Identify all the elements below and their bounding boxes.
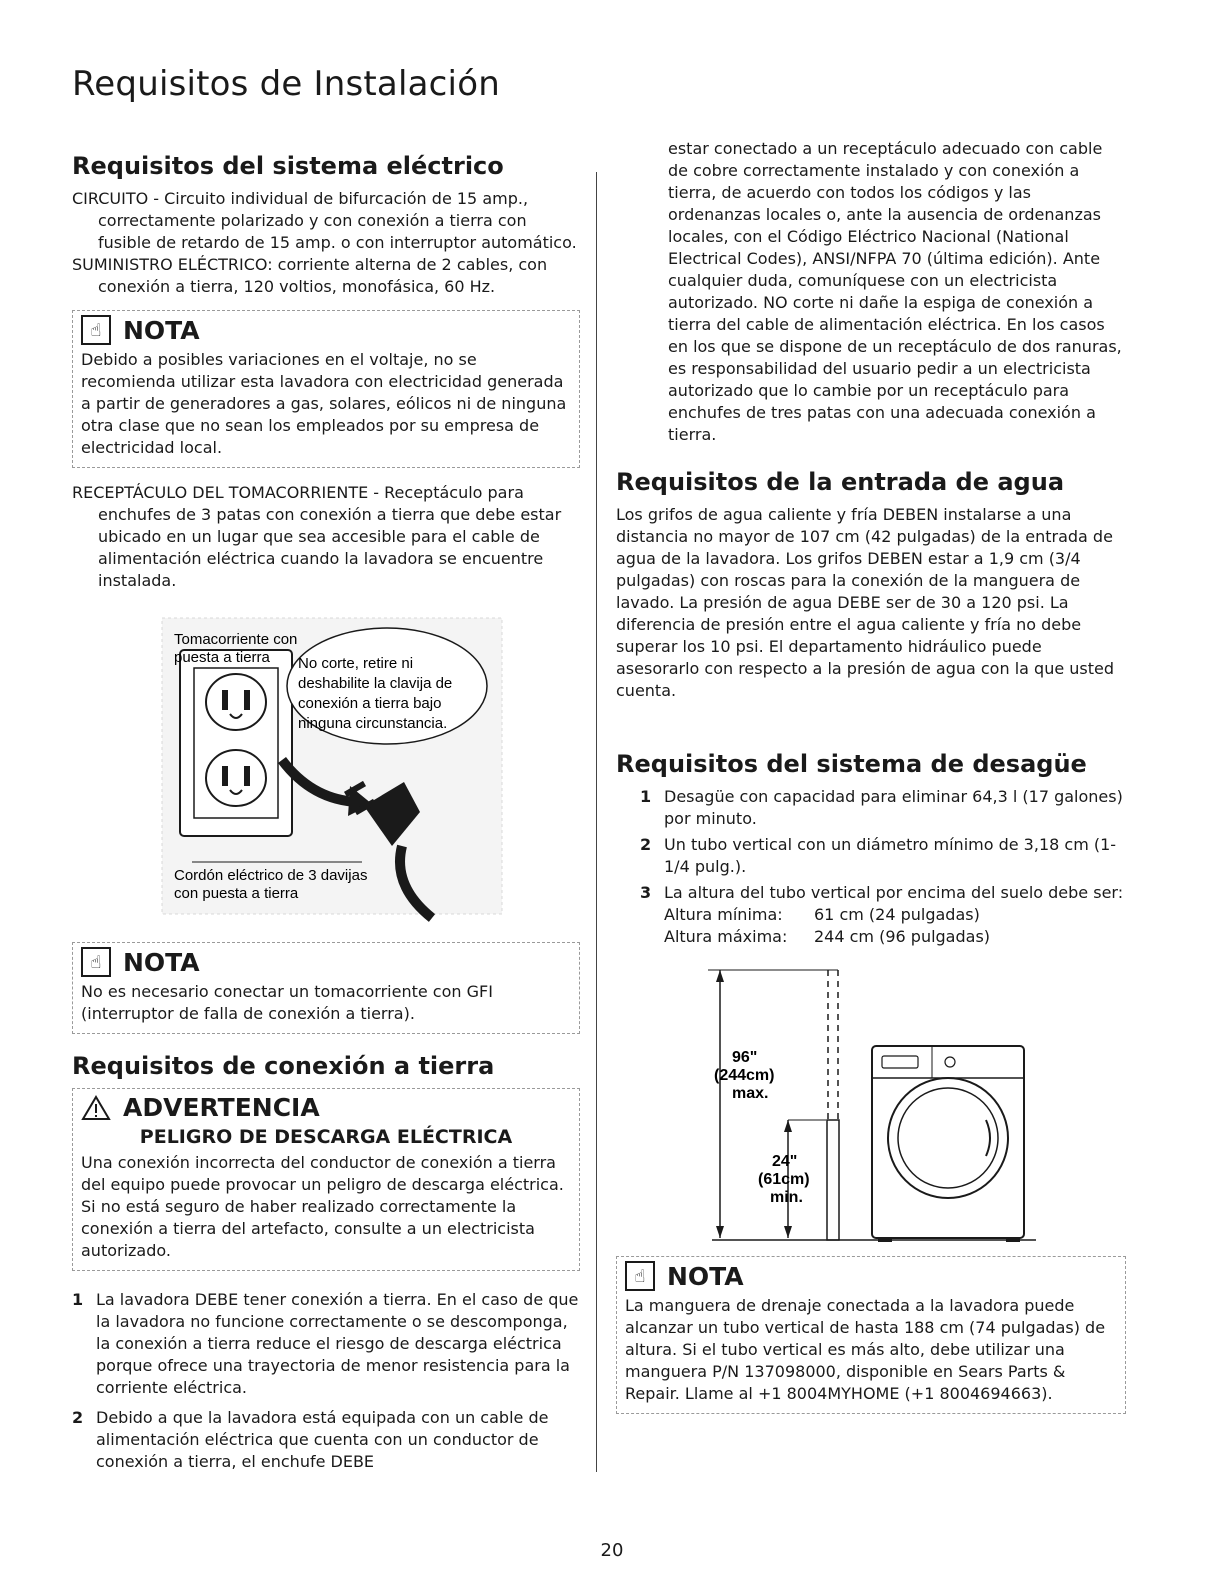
max-label-cm: (244cm)	[714, 1067, 775, 1084]
outlet-label-line2: puesta a tierra	[174, 649, 270, 666]
warning-text: Una conexión incorrecta del conductor de conexión a tierra del equipo puede provocar un peligro de descarga eléctrica. Si no está seguro de haber realizado correctamente la conexión a tierra del artefacto, consulte a un electricista autorizado.	[81, 1153, 564, 1260]
hand-pointer-icon: ☝	[81, 947, 111, 977]
max-label-inches: 96"	[732, 1049, 758, 1066]
circuit-text: CIRCUITO - Circuito individual de bifurcación de 15 amp., correctamente polarizado y con conexión a tierra con fusible de retardo de 15 amp. o con interruptor automático.	[72, 189, 577, 252]
drain-list	[640, 786, 1126, 904]
drain-heading: Requisitos del sistema de desagüe	[616, 750, 1087, 778]
note-text: Debido a posibles variaciones en el voltaje, no se recomienda utilizar esta lavadora con electricidad generada a partir de generadores a gas, solares, eólicos ni de ninguna otra clase que no sean los empleados por su empresa de electricidad local.	[81, 350, 567, 457]
note-text: No es necesario conectar un tomacorriente con GFI (interruptor de falla de conexión a tierra).	[81, 982, 493, 1023]
standpipe-diagram	[616, 960, 1126, 1250]
item-text: La altura del tubo vertical por encima del suelo debe ser:	[664, 883, 1124, 902]
receptacle-text: RECEPTÁCULO DEL TOMACORRIENTE - Receptáculo para enchufes de 3 patas con conexión a tierra que debe estar ubicado en un lugar que sea accesible para el cable de alimentación eléctrica cuando la lavadora se encuentre instalada.	[72, 483, 562, 590]
electrical-heading: Requisitos del sistema eléctrico	[72, 152, 504, 180]
list-item	[640, 882, 1126, 904]
max-height-label: Altura máxima:	[664, 927, 788, 946]
note-label: NOTA	[123, 315, 200, 345]
item-number: 1	[640, 787, 652, 806]
list-item	[640, 834, 1126, 878]
standpipe-illustration	[616, 960, 1126, 1250]
item-text: Desagüe con capacidad para eliminar 64,3 l (17 galones) por minuto.	[664, 787, 1123, 828]
max-height-value: 244 cm (96 pulgadas)	[814, 927, 991, 946]
outlet-label-line1: Tomacorriente con	[174, 631, 298, 648]
list-item	[640, 786, 1126, 830]
note-label: NOTA	[667, 1261, 744, 1291]
bubble-line1: No corte, retire ni	[298, 655, 414, 672]
min-height-value: 61 cm (24 pulgadas)	[814, 905, 980, 924]
hand-pointer-icon: ☝	[81, 315, 111, 345]
page-number: 20	[600, 1540, 624, 1561]
note-box-gfi	[72, 942, 580, 1034]
grounding-list	[72, 1289, 580, 1473]
page-title: Requisitos de Instalación	[72, 64, 500, 104]
height-spec	[664, 904, 1126, 948]
cord-label-line2: con puesta a tierra	[174, 885, 299, 902]
note-text: La manguera de drenaje conectada a la lavadora puede alcanzar un tubo vertical de hasta 188 cm (74 pulgadas) de altura. Si el tubo vertical es más alto, debe utilizar una manguera P/N 137098000, disponible en Sears Parts & Repair. Llame al +1 8004MYHOME (+1 8004694663).	[625, 1296, 1106, 1403]
supply-text: SUMINISTRO ELÉCTRICO: corriente alterna de 2 cables, con conexión a tierra, 120 voltios, monofásica, 60 Hz.	[72, 255, 548, 296]
grounding-continuation: estar conectado a un receptáculo adecuado con cable de cobre correctamente instalado y con conexión a tierra, de acuerdo con todos los códigos y las ordenanzas locales o, ante la ausencia de ordenanzas locales, con el Código Eléctrico Nacional (National Electrical Codes), ANSI/NFPA 70 (última edición). Ante cualquier duda, comuníquese con un electricista autorizado. NO corte ni dañe la espiga de conexión a tierra del cable de alimentación eléctrica. En los casos en los que se dispone de un receptáculo de dos ranuras, es responsabilidad del usuario pedir a un electricista autorizado que lo cambie por un receptáculo para enchufes de tres patas con una adecuada conexión a tierra.	[668, 139, 1122, 444]
cord-label-line1: Cordón eléctrico de 3 davijas	[174, 867, 368, 884]
water-heading: Requisitos de la entrada de agua	[616, 468, 1065, 496]
min-label-cm: (61cm)	[758, 1171, 810, 1188]
list-item	[72, 1407, 580, 1473]
outlet-figure	[72, 610, 580, 926]
grounding-heading: Requisitos de conexión a tierra	[72, 1052, 495, 1080]
warning-subheading: PELIGRO DE DESCARGA ELÉCTRICA	[139, 1126, 513, 1148]
min-label-word: min.	[770, 1189, 803, 1206]
right-column	[616, 138, 1126, 1428]
bubble-line3: conexión a tierra bajo	[298, 695, 442, 712]
item-number: 2	[72, 1408, 84, 1427]
item-number: 3	[640, 883, 652, 902]
column-divider	[596, 172, 597, 1472]
warning-triangle-icon	[81, 1095, 111, 1121]
item-number: 1	[72, 1290, 84, 1309]
left-column	[72, 152, 580, 1481]
water-text: Los grifos de agua caliente y fría DEBEN instalarse a una distancia no mayor de 107 cm (42 pulgadas) de la entrada de agua de la lavadora. Los grifos DEBEN estar a 1,9 cm (3/4 pulgadas) con roscas para la conexión de la manguera de lavado. La presión de agua DEBE ser de 30 a 120 psi. La diferencia de presión entre el agua caliente y fría no debe superar los 10 psi. El departamento hidráulico puede asesorarlo con respecto a la presión de agua con la que usted cuenta.	[616, 505, 1115, 700]
min-height-label: Altura mínima:	[664, 905, 783, 924]
outlet-illustration	[72, 610, 580, 926]
note-label: NOTA	[123, 947, 200, 977]
warning-box	[72, 1088, 580, 1271]
item-text: Debido a que la lavadora está equipada con un cable de alimentación eléctrica que cuenta con un conductor de conexión a tierra, el enchufe DEBE	[96, 1408, 549, 1471]
min-label-inches: 24"	[772, 1153, 798, 1170]
note-box-drain	[616, 1256, 1126, 1414]
list-item	[72, 1289, 580, 1399]
item-number: 2	[640, 835, 652, 854]
bubble-line2: deshabilite la clavija de	[298, 675, 453, 692]
item-text: Un tubo vertical con un diámetro mínimo de 3,18 cm (1-1/4 pulg.).	[664, 835, 1117, 876]
note-box-voltage	[72, 310, 580, 468]
warning-label: ADVERTENCIA	[123, 1093, 320, 1122]
bubble-line4: ninguna circunstancia.	[298, 715, 448, 732]
max-label-word: max.	[732, 1085, 769, 1102]
hand-pointer-icon: ☝	[625, 1261, 655, 1291]
item-text: La lavadora DEBE tener conexión a tierra. En el caso de que la lavadora no funcione correctamente o se descomponga, la conexión a tierra reduce el riesgo de descarga eléctrica porque ofrece una trayectoria de menor resistencia para la corriente eléctrica.	[96, 1290, 579, 1397]
